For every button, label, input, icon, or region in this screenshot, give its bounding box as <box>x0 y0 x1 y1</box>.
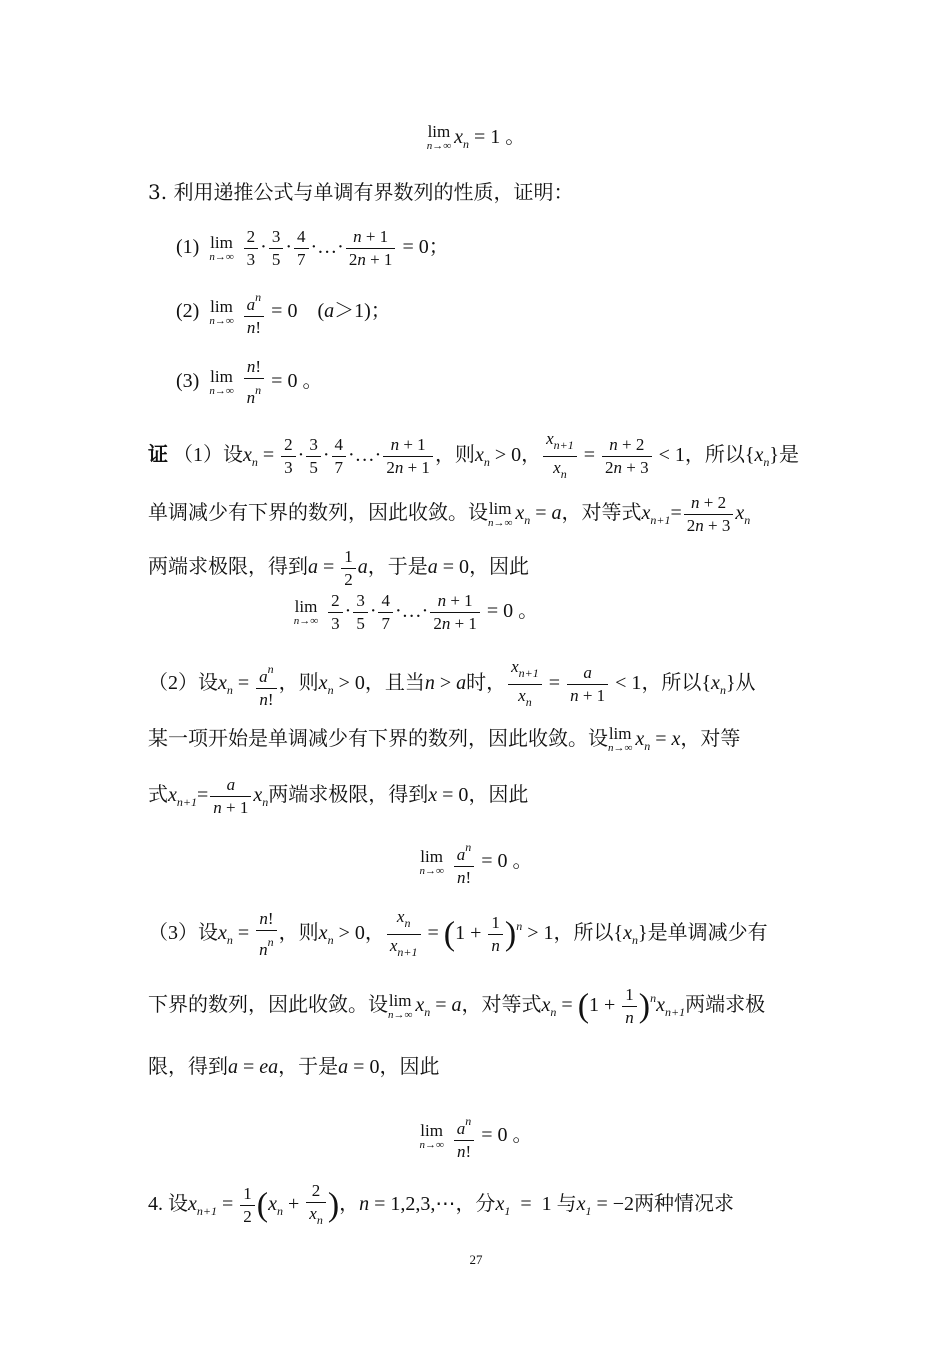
item3-part1-formula: (1) lim n→∞ $\frac{2}{3}$ · $\frac{3}{5}$ · $\frac{4}{7}$ ·…· $\frac{n + 1}{2n + 1}$ = 0； <box>176 227 449 269</box>
proof2-line3: 式$x_{n+1}=$ $\frac{a}{n + 1}$ $x_n$两端求极限，得到x = 0，因此 <box>148 775 529 817</box>
proof1-line2: 单调减少有下界的数列，因此收敛。设 lim n→∞ $x_n = a$，对等式$x_{n+1}=$ $\frac{n + 2}{2n + 3}$ $x_n$ <box>148 493 751 535</box>
proof2-result: lim n→∞ $\frac{a^n}{n!}$ = 0 。 <box>0 836 952 889</box>
proof3-line3: 限，得到a = ea，于是a = 0，因此 <box>148 1056 440 1078</box>
item3-heading: 3. 利用递推公式与单调有界数列的性质，证明： <box>148 180 574 204</box>
page-number: 27 <box>469 1252 483 1267</box>
proof2-line1: （2）设$x_n$ = $\frac{a^n}{n!}$ ，则$x_n > 0$，且当n > a时， $\frac{x_{n+1}}{x_n}$ = $\frac{a}{n + 1}$ < 1，所以$\{x_n\}$从 <box>148 657 756 709</box>
item3-part2-formula: (2) lim n→∞ $\frac{a^n}{n!}$ = 0 (a＞1)； <box>176 286 808 339</box>
proof1-result: lim n→∞ $\frac{2}{3}$ · $\frac{3}{5}$ · $\frac{4}{7}$ ·…· $\frac{n + 1}{2n + 1}$ = 0 。 <box>293 591 539 633</box>
proof2-line2: 某一项开始是单调减少有下界的数列，因此收敛。设 lim n→∞ $x_n = x$，对等 <box>148 724 741 755</box>
proof1-line3: 两端求极限，得到a = $\frac{1}{2}$ a，于是a = 0，因此 <box>148 547 530 589</box>
proof3-line2: 下界的数列，因此收敛。设 lim n→∞ $x_n = a$，对等式$x_n = (1$ + $\frac{1}{n}$ )$^nx_{n+1}$两端求极 <box>148 985 766 1027</box>
formula-top-limit: lim n→∞ $x_n = 1$ 。 <box>426 122 526 153</box>
proof3-line1: （3）设$x_n$ = $\frac{n!}{n^n}$ ，则$x_n > 0$， $\frac{x_n}{x_{n+1}}$ = (1 + $\frac{1}{n}$ )$^n$ > 1，所以$\{x_n\}$是单调减少有 <box>148 907 768 959</box>
proof3-result: lim n→∞ $\frac{a^n}{n!}$ = 0 。 <box>0 1110 952 1163</box>
proof1-line1: 证 （1）设$x_n$ = $\frac{2}{3}$ · $\frac{3}{5}$ · $\frac{4}{7}$ ·…· $\frac{n + 1}{2n + 1}$ ，则$x_n > 0$， $\frac{x_{n+1}}{x_n}$ = $\frac{n + 2}{2n + 3}$ < 1，所以$\{x_n\}$是 <box>148 429 800 481</box>
item4-line: 4. 设$x_{n+1}$ = $\frac{1}{2}$ ($x_n$ + $\frac{2}{x_n}$ )，n = 1,2,3,⋯，分$x_1 = 1$ 与$x_1 = -2$两种情况求 <box>148 1181 735 1227</box>
item3-part3-formula: (3) lim n→∞ $\frac{n!}{n^n}$ = 0 。 <box>176 357 323 407</box>
